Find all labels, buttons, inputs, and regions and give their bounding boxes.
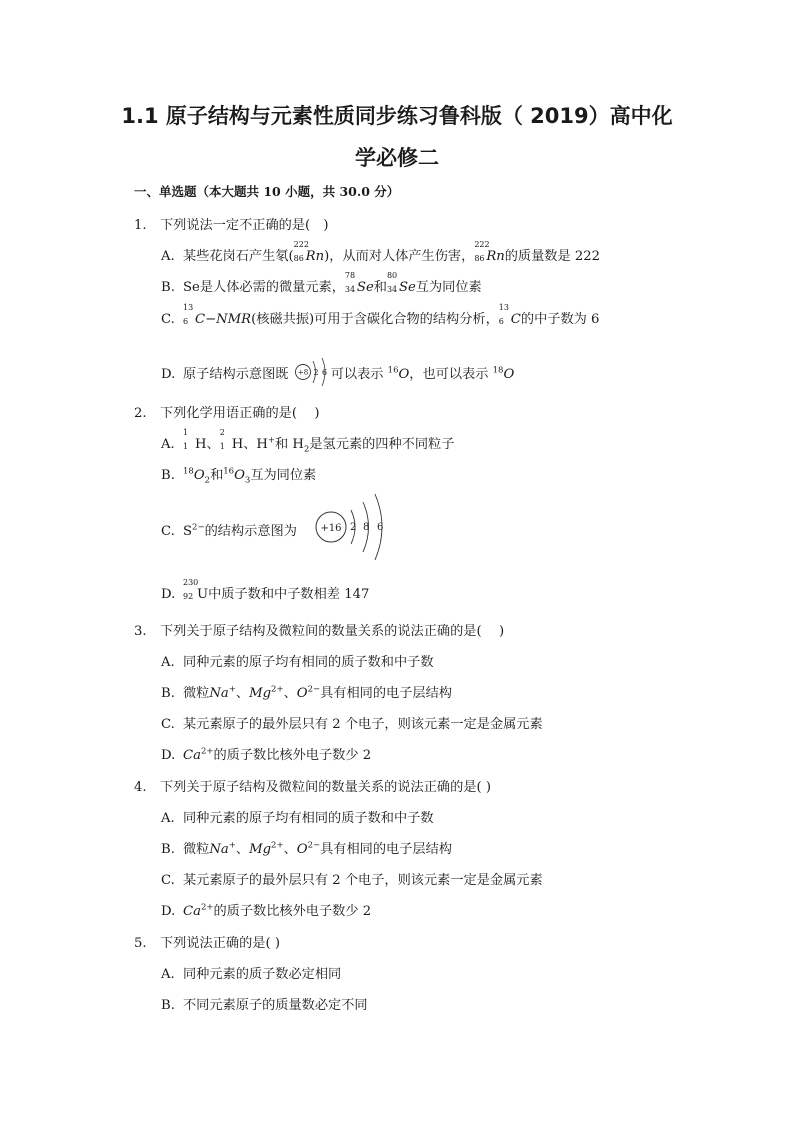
nuclide-rn: 222 86 Rn [474, 240, 505, 264]
nuclide-h2: 2 1 H [219, 428, 244, 452]
nuclide-c13: 13 6 C [183, 303, 206, 327]
question-2-stem: 2. 下列化学用语正确的是( ) [134, 406, 320, 421]
svg-text:6: 6 [377, 522, 384, 533]
nuclide-se78: 78 34 Se [344, 271, 374, 295]
section-header: 一、单选题（本大题共 10 小题，共 30.0 分） [134, 184, 400, 199]
question-2-option-c: C. $S^{2-}$的结构示意图为 [161, 522, 297, 539]
atom-structure-diagram-o [293, 355, 331, 389]
nuclide-rn: 222 86 Rn [293, 240, 325, 264]
question-3-stem: 3. 下列关于原子结构及微粒间的数量关系的说法正确的是( ) [134, 624, 505, 639]
atom-structure-diagram-s2-ion [308, 490, 392, 564]
question-2-option-a: A. 1 1 H、 2 1 H、H+和 $H_2$是氢元素的四种不同粒子 [161, 428, 455, 455]
svg-text:8: 8 [363, 522, 370, 533]
question-1-option-c: C. 13 6 C−NMR(核磁共振)可用于含碳化合物的结构分析， 13 6 C的中子数为 6 [161, 303, 600, 327]
question-5-option-b: B. 不同元素原子的质量数必定不同 [161, 998, 368, 1013]
document-title-line1: 1.1 原子结构与元素性质同步练习鲁科版（ 2019）高中化 [121, 104, 673, 128]
question-1-option-b: B. Se是人体必需的微量元素， 78 34 Se和 80 34 Se互为同位素 [161, 271, 482, 295]
question-1-option-a: A. 某些花岗石产生氡( 222 86 Rn)，从而对人体产生伤害， 222 86 Rn的质量数是 222 [161, 240, 601, 264]
question-4-option-a: A. 同种元素的原子均有相同的质子数和中子数 [161, 811, 434, 826]
question-5-stem: 5. 下列说法正确的是( ) [134, 936, 280, 951]
svg-text:6: 6 [321, 368, 327, 377]
question-3-option-d: D. $Ca^{2+}$的质子数比核外电子数少 2 [161, 746, 372, 763]
nuclide-se80: 80 34 Se [386, 271, 416, 295]
svg-text:2: 2 [350, 522, 357, 533]
question-3-option-b: B. 微粒Na+、$Mg^{2+}$、$O^{2-}$具有相同的电子层结构 [161, 684, 452, 701]
question-number: 1. [134, 218, 147, 233]
question-3-option-c: C. 某元素原子的最外层只有 2 个电子，则该元素一定是金属元素 [161, 717, 543, 732]
svg-text:2: 2 [313, 368, 319, 377]
question-2-option-b: B. $^{18}O_2$和$^{16}O_3$互为同位素 [161, 466, 317, 486]
svg-text:+8: +8 [297, 368, 308, 377]
question-3-option-a: A. 同种元素的原子均有相同的质子数和中子数 [161, 655, 434, 670]
svg-text:+16: +16 [320, 523, 342, 534]
nuclide-u230: 230 92 U [183, 578, 209, 602]
question-1-stem: 1. 下列说法一定不正确的是( ) [134, 218, 329, 233]
question-5-option-a: A. 同种元素的质子数必定相同 [161, 967, 342, 982]
question-4-option-c: C. 某元素原子的最外层只有 2 个电子，则该元素一定是金属元素 [161, 873, 543, 888]
nuclide-c13: 13 6 C [498, 303, 521, 327]
document-title-line2: 学必修二 [355, 146, 439, 170]
question-4-option-b: B. 微粒Na+、$Mg^{2+}$、$O^{2-}$具有相同的电子层结构 [161, 840, 452, 857]
question-4-stem: 4. 下列关于原子结构及微粒间的数量关系的说法正确的是( ) [134, 780, 491, 795]
question-2-option-d: D. 230 92 U中质子数和中子数相差 147 [161, 578, 370, 602]
question-1-option-d: D. 原子结构示意图既 +8 2 6 可以表示 $^{16}$O，也可以表示 $^{18}$O [161, 355, 514, 389]
question-4-option-d: D. $Ca^{2+}$的质子数比核外电子数少 2 [161, 902, 372, 919]
nuclide-h1: 1 1 H [183, 428, 207, 452]
